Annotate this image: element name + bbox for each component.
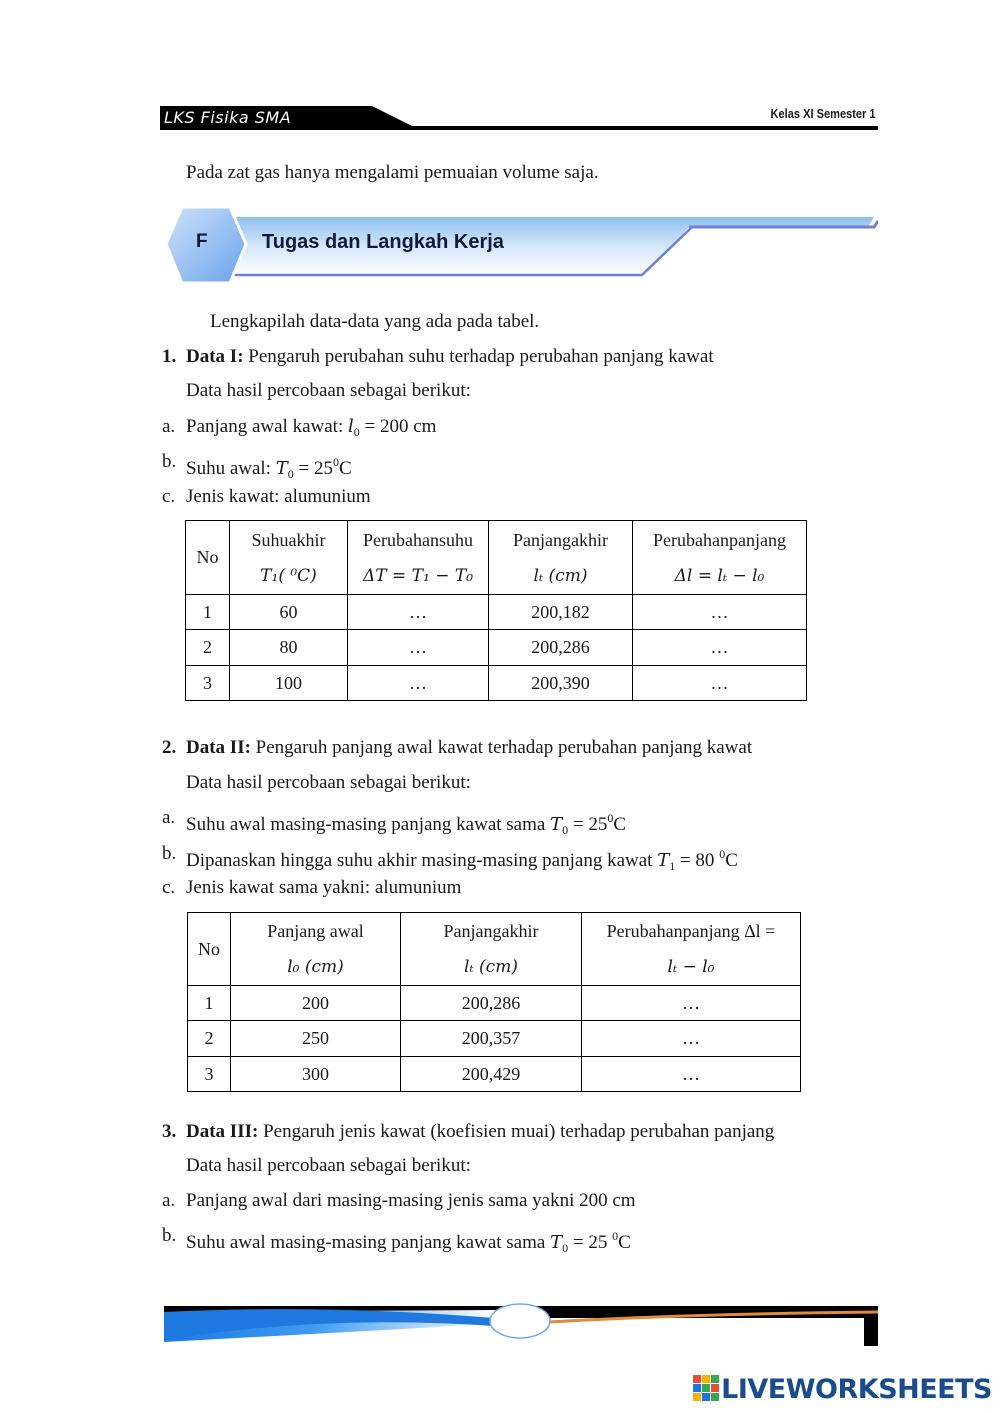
table-row [188, 1057, 801, 1092]
data2-table [187, 912, 801, 1092]
cell-no: 2 [188, 1021, 231, 1057]
cell-suhu-akhir: 60 [230, 595, 348, 630]
cell-panjang-akhir: 200,429 [401, 1057, 582, 1092]
cell-answer-blank: … [633, 630, 807, 666]
header-col2-top: Perubahansuhu [363, 529, 473, 550]
degree-sup: 0 [612, 1229, 619, 1243]
degree-sup: 0 [607, 811, 614, 825]
data2-title: Data II: [186, 737, 251, 758]
header-no: No [188, 913, 231, 986]
degree-sup: 0 [332, 455, 339, 469]
data1-b-line [186, 451, 352, 485]
header-col1 [230, 521, 348, 595]
header-col1-top: Panjang awal [267, 921, 364, 941]
cell-panjang-awal: 300 [231, 1057, 401, 1092]
cell-panjang-akhir: 200,357 [401, 1021, 582, 1057]
table-row [188, 986, 801, 1021]
data3-b-line [186, 1225, 631, 1259]
table-row [188, 1021, 801, 1057]
section-letter: F [196, 231, 208, 252]
data2-b-text: Dipanaskan hingga suhu akhir masing-masing panjang kawat [186, 850, 653, 871]
cell-answer-blank: … [582, 1021, 801, 1057]
data2-c-text: Jenis kawat sama yakni: alumunium [186, 877, 462, 898]
header-col2-bottom: ΔT = T₁ − T₀ [362, 565, 474, 586]
header-col3-bottom: lₜ − l₀ [667, 957, 715, 977]
unit-celsius: C [618, 1232, 631, 1253]
data3-b-label: b. [162, 1225, 177, 1246]
data1-a-label: a. [162, 416, 176, 437]
cell-panjang-akhir: 200,286 [401, 986, 582, 1021]
header-col3 [582, 913, 801, 986]
sub-0: 0 [353, 425, 360, 439]
data3-b-value: = 25 [568, 1232, 613, 1253]
header-col3-top: Perubahanpanjang Δl = [606, 921, 776, 941]
brand-text: LIVEWORKSHEETS [721, 1374, 992, 1405]
header-col2-bottom: lₜ (cm) [464, 957, 518, 977]
data1-b-value: = 25 [293, 458, 333, 479]
table-row [186, 666, 807, 701]
data2-desc: Pengaruh panjang awal kawat terhadap perubahan panjang kawat [255, 737, 753, 758]
cell-suhu-akhir: 80 [230, 630, 348, 666]
data1-a-value: = 200 cm [359, 416, 437, 437]
unit-celsius: C [725, 850, 738, 871]
header-col3-top: Panjangakhir [513, 529, 608, 550]
header-col2 [401, 913, 582, 986]
cell-answer-blank: … [582, 1057, 801, 1092]
data1-heading [186, 346, 714, 368]
header-col4-top: Perubahanpanjang [653, 529, 786, 550]
header-no: No [186, 521, 230, 595]
page-header [160, 106, 878, 132]
item-number-2: 2. [162, 737, 177, 758]
header-left-title: LKS Fisika SMA [164, 108, 292, 127]
cell-panjang-akhir: 200,286 [489, 630, 633, 666]
var-T: T [550, 814, 563, 835]
data1-a-line [186, 416, 436, 443]
data2-c-label: c. [162, 877, 176, 898]
data1-a-text: Panjang awal kawat: [186, 416, 344, 437]
data1-table [185, 520, 807, 701]
var-T: T [275, 458, 288, 479]
header-right-title: Kelas XI Semester 1 [770, 106, 876, 121]
cell-panjang-awal: 200 [231, 986, 401, 1021]
cell-answer-blank: … [348, 666, 489, 701]
cell-answer-blank: … [633, 666, 807, 701]
header-col2-top: Panjangakhir [443, 921, 539, 941]
item-number-3: 3. [162, 1121, 177, 1142]
table-header-row [188, 913, 801, 986]
data1-c-text: Jenis kawat: alumunium [186, 486, 371, 507]
data3-b-text: Suhu awal masing-masing panjang kawat sama [186, 1232, 546, 1253]
cell-answer-blank: … [348, 630, 489, 666]
data1-subtitle: Data hasil percobaan sebagai berikut: [186, 380, 471, 401]
header-col1-top: Suhuakhir [251, 529, 326, 550]
cell-no: 3 [188, 1057, 231, 1092]
var-T: T [657, 850, 670, 871]
unit-celsius: C [613, 814, 627, 835]
data1-b-label: b. [162, 451, 177, 472]
item-number-1: 1. [162, 346, 177, 367]
data1-desc: Pengaruh perubahan suhu terhadap perubahan panjang kawat [248, 346, 714, 367]
sub-0: 0 [562, 823, 569, 837]
data1-title: Data I: [186, 346, 244, 367]
instruction-text: Lengkapilah data-data yang ada pada tabel. [210, 311, 540, 332]
cell-answer-blank: … [633, 595, 807, 630]
cell-no: 2 [186, 630, 230, 666]
data3-heading [186, 1121, 774, 1143]
cell-no: 3 [186, 666, 230, 701]
header-col1-bottom: l₀ (cm) [287, 957, 344, 977]
table-row [186, 630, 807, 666]
data2-a-line [186, 807, 626, 841]
header-col3 [489, 521, 633, 595]
data3-desc: Pengaruh jenis kawat (koefisien muai) terhadap perubahan panjang [263, 1121, 775, 1142]
data3-title: Data III: [186, 1121, 259, 1142]
header-col4 [633, 521, 807, 595]
section-banner [164, 205, 878, 285]
data2-a-label: a. [162, 807, 176, 828]
data2-b-line [186, 843, 738, 877]
header-col2 [348, 521, 489, 595]
unit-celsius: C [338, 458, 352, 479]
sub-0: 0 [562, 1241, 569, 1255]
sub-1: 1 [669, 859, 676, 873]
cell-panjang-akhir: 200,182 [489, 595, 633, 630]
intro-text: Pada zat gas hanya mengalami pemuaian volume saja. [186, 162, 599, 183]
header-col1-bottom: T₁( ⁰C) [260, 565, 317, 586]
data1-b-text: Suhu awal: [186, 458, 271, 479]
cell-no: 1 [188, 986, 231, 1021]
data2-a-value: = 25 [568, 814, 608, 835]
cell-no: 1 [186, 595, 230, 630]
data2-b-value: = 80 [675, 850, 720, 871]
var-T: T [550, 1232, 563, 1253]
var-l: l [347, 416, 354, 437]
data2-heading [186, 737, 752, 759]
section-title: Tugas dan Langkah Kerja [262, 231, 504, 253]
footer-band [164, 1300, 878, 1350]
cell-panjang-akhir: 200,390 [489, 666, 633, 701]
data2-subtitle: Data hasil percobaan sebagai berikut: [186, 772, 471, 793]
data3-subtitle: Data hasil percobaan sebagai berikut: [186, 1155, 471, 1176]
cell-panjang-awal: 250 [231, 1021, 401, 1057]
liveworksheets-brand [693, 1374, 992, 1405]
table-row [186, 595, 807, 630]
degree-sup: 0 [719, 847, 726, 861]
header-col3-bottom: lₜ (cm) [533, 565, 588, 586]
data2-b-label: b. [162, 843, 177, 864]
cell-answer-blank: … [348, 595, 489, 630]
sub-0: 0 [287, 467, 294, 481]
data1-c-label: c. [162, 486, 176, 507]
table-header-row [186, 521, 807, 595]
data3-a-label: a. [162, 1190, 176, 1211]
data2-a-text: Suhu awal masing-masing panjang kawat sama [186, 814, 546, 835]
header-col1 [231, 913, 401, 986]
cell-answer-blank: … [582, 986, 801, 1021]
header-col4-bottom: Δl = lₜ − l₀ [674, 565, 765, 586]
liveworksheets-logo-icon [693, 1375, 719, 1401]
cell-suhu-akhir: 100 [230, 666, 348, 701]
data3-a-text: Panjang awal dari masing-masing jenis sama yakni 200 cm [186, 1190, 636, 1211]
